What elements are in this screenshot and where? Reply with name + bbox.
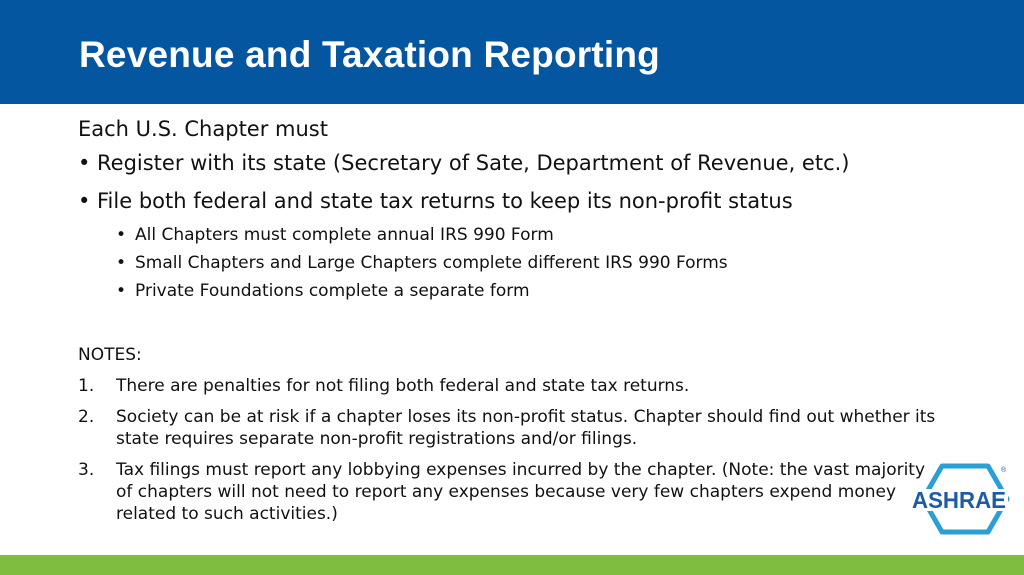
ashrae-logo bbox=[910, 463, 1010, 535]
page-title: Revenue and Taxation Reporting bbox=[79, 34, 660, 75]
sub-bullet-text: Private Foundations complete a separate form bbox=[135, 281, 530, 301]
note-number: 2. bbox=[78, 407, 95, 427]
registered-mark: ® bbox=[1001, 467, 1007, 474]
sub-bullet-item bbox=[78, 252, 958, 274]
bullet-item bbox=[78, 186, 958, 216]
sub-bullet-glyph: • bbox=[116, 225, 127, 245]
slide-content bbox=[78, 114, 958, 534]
note-item bbox=[78, 406, 958, 450]
note-number: 3. bbox=[78, 460, 95, 480]
bullet-glyph: • bbox=[78, 189, 91, 213]
sub-bullet-text: All Chapters must complete annual IRS 990 Form bbox=[135, 225, 554, 245]
header-banner bbox=[0, 0, 1024, 104]
note-text: There are penalties for not filing both federal and state tax returns. bbox=[116, 376, 690, 396]
bullet-text: Register with its state (Secretary of Sate, Department of Revenue, etc.) bbox=[97, 151, 850, 175]
sub-bullet-item bbox=[78, 280, 958, 302]
sub-bullet-glyph: • bbox=[116, 253, 127, 273]
sub-bullet-item bbox=[78, 224, 958, 246]
logo-wordmark: ASHRAE bbox=[912, 487, 1006, 513]
notes-heading: NOTES: bbox=[78, 345, 142, 365]
note-text: Tax filings must report any lobbying expenses incurred by the chapter. (Note: the vast majority of chapters will not need to report any expenses because very few chapters expend money related to such activities.) bbox=[116, 460, 926, 524]
note-item bbox=[78, 459, 946, 525]
footer-bar bbox=[0, 555, 1024, 575]
intro-text: Each U.S. Chapter must bbox=[78, 117, 328, 141]
sub-bullet-glyph: • bbox=[116, 281, 127, 301]
sub-bullet-text: Small Chapters and Large Chapters complete different IRS 990 Forms bbox=[135, 253, 728, 273]
bullet-glyph: • bbox=[78, 151, 91, 175]
bullet-item bbox=[78, 148, 958, 178]
note-number: 1. bbox=[78, 376, 95, 396]
note-item bbox=[78, 375, 958, 397]
bullet-text: File both federal and state tax returns to keep its non-profit status bbox=[97, 189, 793, 213]
note-text: Society can be at risk if a chapter loses its non-profit status. Chapter should find out whether its state requires separate non-profit registrations and/or filings. bbox=[116, 407, 936, 449]
